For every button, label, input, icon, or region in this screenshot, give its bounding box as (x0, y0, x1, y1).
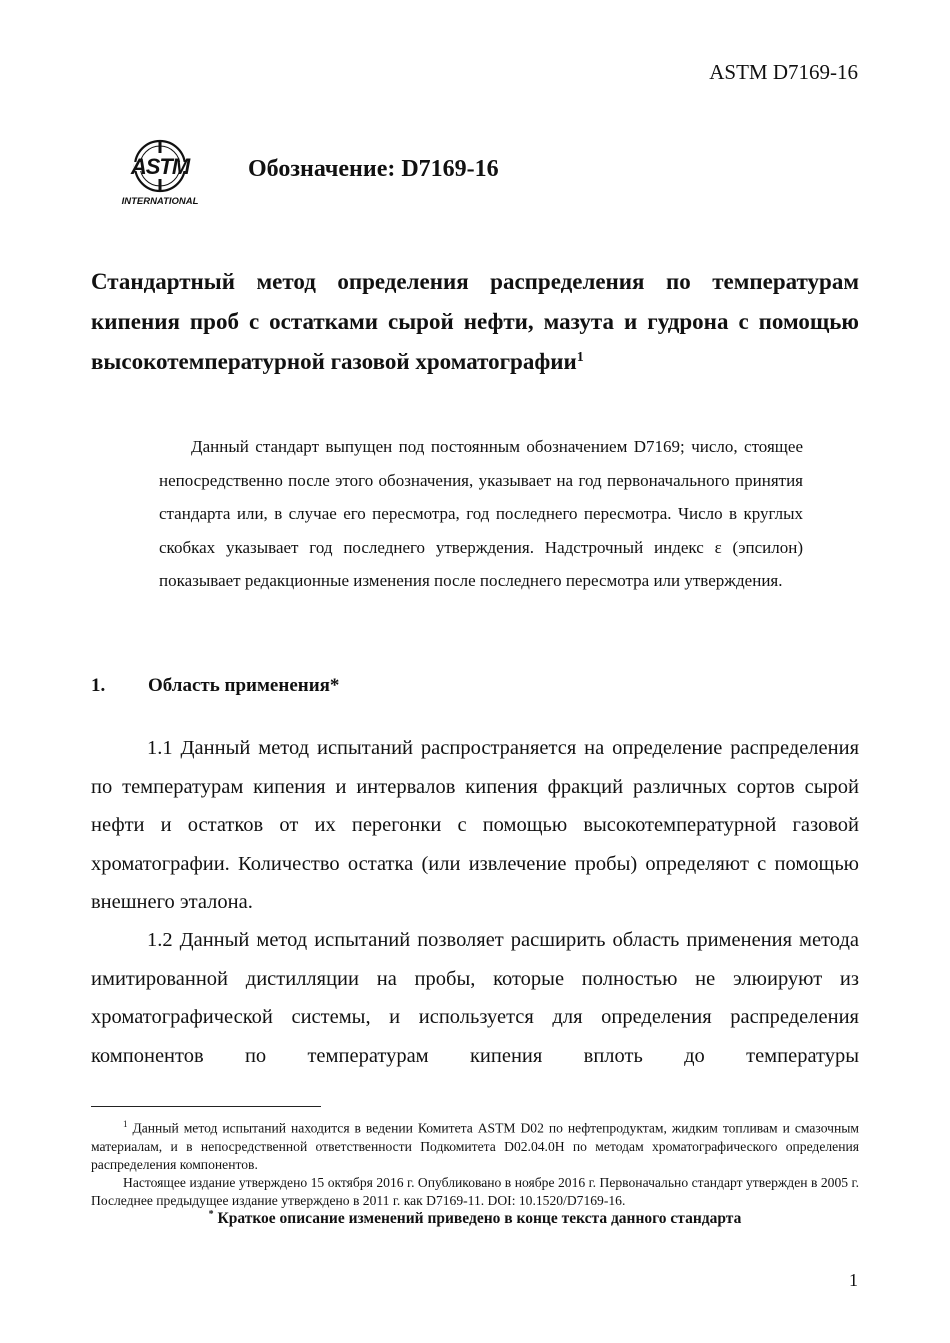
standard-designation-note: Данный стандарт выпущен под постоянным обозначением D7169; число, стоящее непосредственно после этого обозначения, указывает на год первоначального принятия стандарта или, в случае его пересмотра, год последнего пересмотра. Число в круглых скобках указывает год последнего утверждения. Надстрочный индекс ε (эпсилон) показывает редакционные изменения после последнего пересмотра или утверждения. (159, 437, 803, 590)
section-1-heading (91, 675, 339, 697)
footnote-1-mark: 1 (123, 1119, 128, 1129)
footnotes (91, 1115, 859, 1210)
paragraph-1-1: 1.1 Данный метод испытаний распространяется на определение распределения по температурам кипения и интервалов кипения фракций различных сортов сырой нефти и остатков от их перегонки с помощью высокотемпературной газовой хроматографии. Количество остатка (или извлечение пробы) определяют с помощью внешнего эталона. (91, 737, 859, 913)
document-code-header: ASTM D7169-16 (709, 60, 858, 84)
astm-logo (120, 133, 200, 208)
footnote-1-edition: Настоящее издание утверждено 15 октября 2016 г. Опубликовано в ноябре 2016 г. Первоначально стандарт утвержден в 2005 г. Последнее предыдущее издание утверждено в 2011 г. как D7169-11. DOI: 10.1520/D7169-16. (91, 1174, 859, 1208)
footnote-divider (91, 1106, 321, 1107)
footnote-1 (91, 1115, 859, 1174)
svg-text:ASTM: ASTM (130, 154, 190, 179)
footnote-star (91, 1209, 859, 1228)
svg-text:INTERNATIONAL: INTERNATIONAL (121, 196, 199, 207)
designation-title: Обозначение: D7169-16 (248, 156, 499, 182)
page-number: 1 (849, 1270, 858, 1290)
section-heading-text: Область применения* (148, 675, 340, 696)
paragraph-1-2 (91, 921, 859, 1075)
title-text: Стандартный метод определения распределения по температурам кипения проб с остатками сырой нефти, мазута и гудрона с помощью высокотемпературной газовой хроматографии (91, 269, 859, 374)
paragraph-1-2-text: 1.2 Данный метод испытаний позволяет расширить область применения метода имитированной дистилляции на пробы, которые полностью не элюируют из хроматографической системы, и используется для определения распределения компонентов по температурам кипения вплоть до температуры (91, 929, 859, 1067)
section-number: 1. (91, 675, 106, 696)
standard-title (91, 262, 859, 382)
footnote-1-text: Данный метод испытаний находится в ведении Комитета ASTM D02 по нефтепродуктам, жидким топливам и смазочным материалам, и в непосредственной ответственности Подкомитета D02.04.0H по методам хроматографического определения распределения компонентов. (91, 1120, 859, 1172)
footnote-star-mark: * (208, 1209, 214, 1220)
title-footnote-ref: 1 (576, 350, 584, 365)
footnote-star-text: Краткое описание изменений приведено в конце текста данного стандарта (217, 1210, 742, 1228)
